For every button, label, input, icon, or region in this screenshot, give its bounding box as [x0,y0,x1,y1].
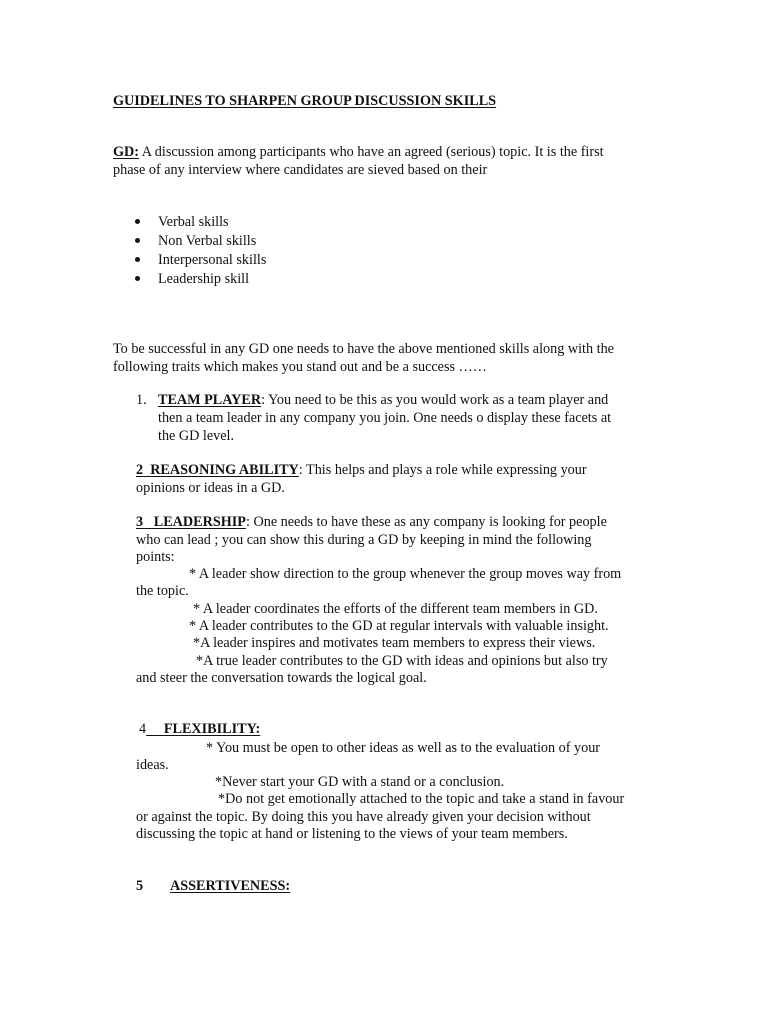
leadership-point-5: *A true leader contributes to the GD with ideas and opinions but also try [196,653,608,669]
leadership-point-3: * A leader contributes to the GD at regular intervals with valuable insight. [189,618,609,634]
section-2-number: 2 [136,462,144,478]
section-1-number: 1. [136,392,147,408]
gd-definition-line-1 [113,143,604,161]
section-3-line-2: who can lead ; you can show this during a GD by keeping in mind the following [136,532,592,548]
section-1-line-2: then a team leader in any company you join. One needs o display these facets at [158,410,612,426]
section-2-line-1: 2 REASONING ABILITY: This helps and plays a role while expressing your [136,462,587,478]
list-item: Verbal skills [158,214,229,230]
section-5-heading: ASSERTIVENESS: [170,878,291,894]
flexibility-point-3-cont: or against the topic. By doing this you have already given your decision without [136,809,591,825]
gd-text-1: A discussion among participants who have an agreed (serious) topic. It is the first [139,144,604,160]
leadership-point-5-cont: and steer the conversation towards the logical goal. [136,670,427,686]
bullet-icon [135,219,140,224]
section-3-line-3: points: [136,549,175,565]
section-1-line-3: the GD level. [158,428,235,444]
section-5-number: 5 [136,878,144,894]
section-3-heading: LEADERSHIP [153,514,246,530]
section-2-heading: REASONING ABILITY [150,462,299,478]
gd-definition-line-2: phase of any interview where candidates are sieved based on their [113,162,488,178]
section-1-heading: TEAM PLAYER [158,392,262,408]
document-title: GUIDELINES TO SHARPEN GROUP DISCUSSION SKILLS [113,93,497,109]
list-item: Interpersonal skills [158,252,267,268]
intro-line-2: following traits which makes you stand out and be a success …… [113,359,487,375]
bullet-icon [135,257,140,262]
flexibility-point-3-cont-2: discussing the topic at hand or listening to the views of your team members. [136,826,568,842]
flexibility-point-1-cont: ideas. [136,757,169,773]
leadership-point-2: * A leader coordinates the efforts of the different team members in GD. [193,601,598,617]
intro-line-1: To be successful in any GD one needs to have the above mentioned skills along with the [113,341,614,357]
bullet-icon [135,238,140,243]
leadership-point-4: *A leader inspires and motivates team members to express their views. [193,635,596,651]
flexibility-point-1: * You must be open to other ideas as well as to the evaluation of your [206,740,601,756]
section-3-number: 3 [136,514,144,530]
bullet-icon [135,276,140,281]
section-1-line-1: TEAM PLAYER: You need to be this as you would work as a team player and [158,392,609,408]
leadership-point-1: * A leader show direction to the group whenever the group moves way from [189,566,622,582]
section-3-line-1: 3 LEADERSHIP: One needs to have these as any company is looking for people [136,514,607,530]
section-4-number: 4 [139,721,147,737]
gd-label: GD: [113,144,140,160]
list-item: Leadership skill [158,271,250,287]
leadership-point-1-cont: the topic. [136,583,189,599]
section-2-line-2: opinions or ideas in a GD. [136,480,285,496]
list-item: Non Verbal skills [158,233,257,249]
flexibility-point-2: *Never start your GD with a stand or a conclusion. [215,774,505,790]
flexibility-point-3: *Do not get emotionally attached to the topic and take a stand in favour [218,791,625,807]
section-4-line-1 [139,720,260,738]
section-4-heading: FLEXIBILITY: [163,721,261,737]
